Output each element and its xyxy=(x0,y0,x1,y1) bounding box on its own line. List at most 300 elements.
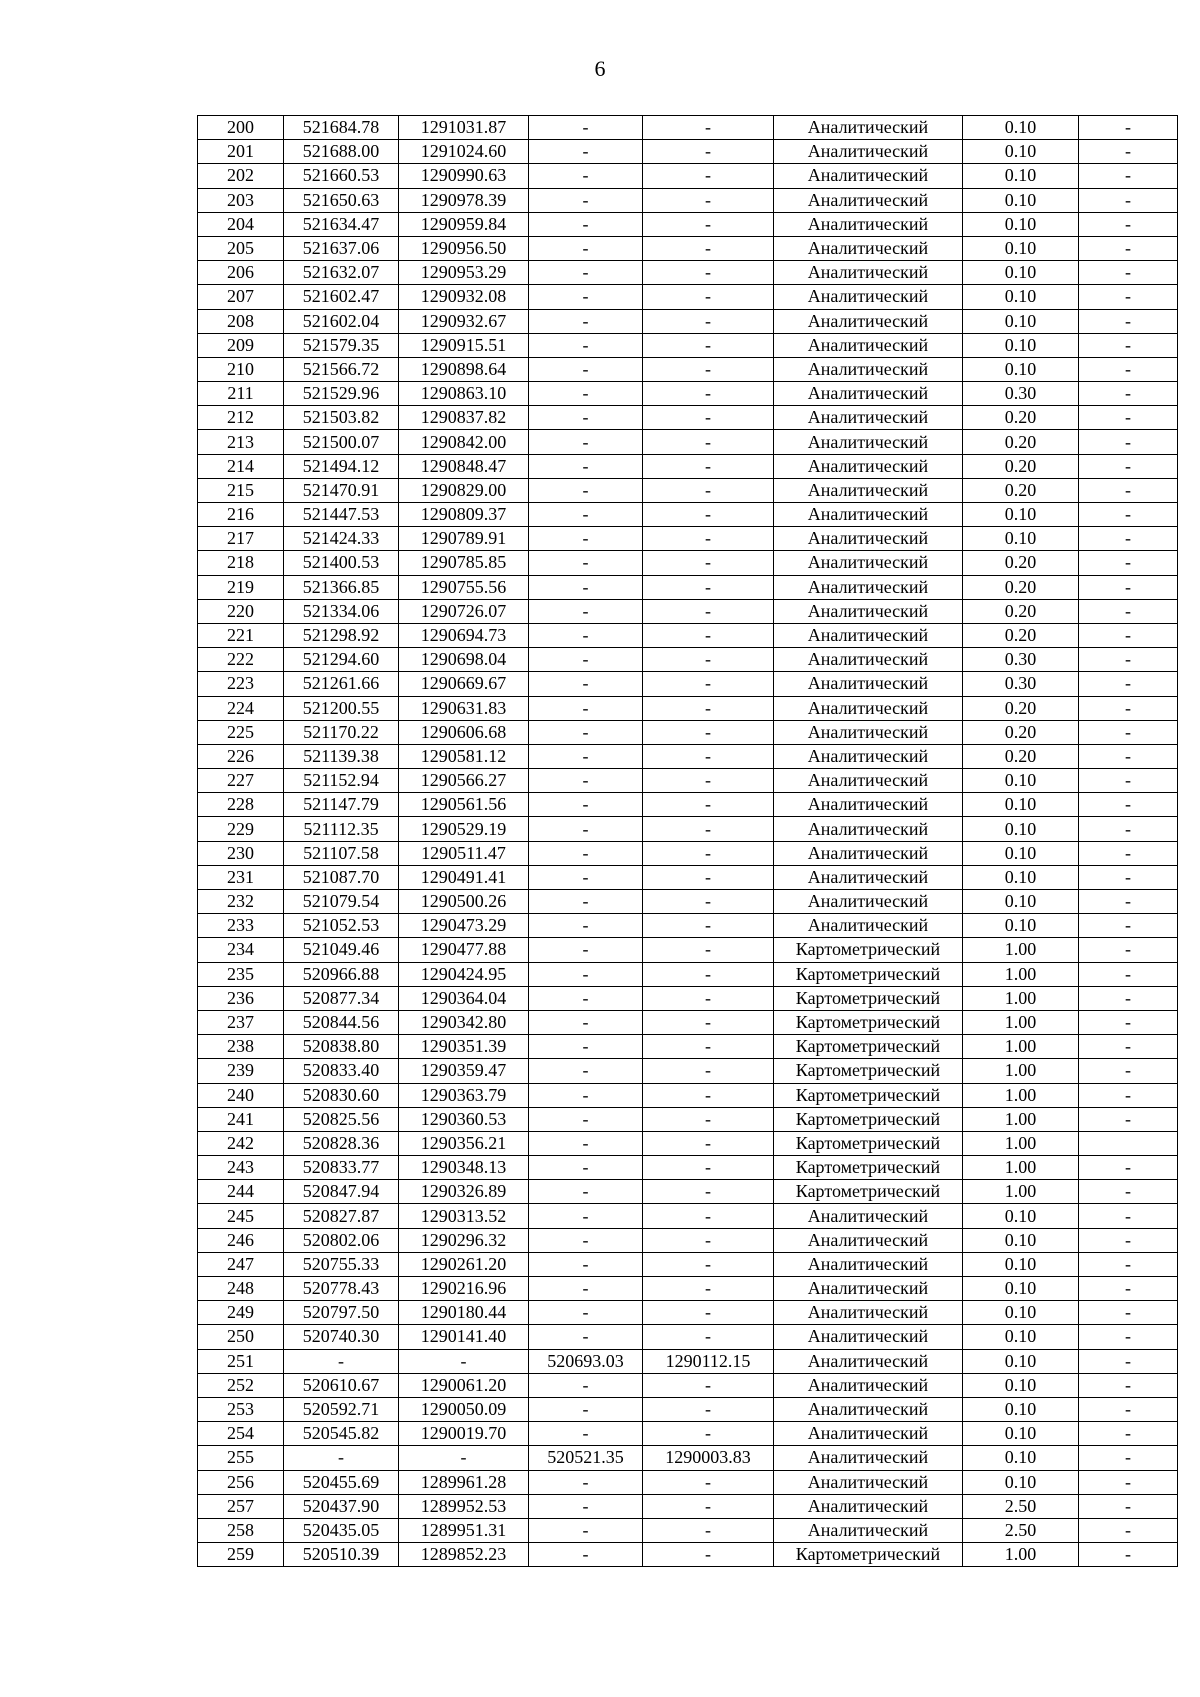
note-cell: - xyxy=(1079,236,1178,260)
note-cell: - xyxy=(1079,551,1178,575)
note-cell: - xyxy=(1079,1397,1178,1421)
accuracy-cell: 0.10 xyxy=(963,140,1079,164)
accuracy-cell: 1.00 xyxy=(963,1131,1079,1155)
note-cell: - xyxy=(1079,1277,1178,1301)
x-new-coordinate-cell: - xyxy=(529,914,643,938)
y-coordinate-cell: 1291024.60 xyxy=(399,140,529,164)
point-number-cell: 246 xyxy=(198,1228,284,1252)
x-new-coordinate-cell: - xyxy=(529,1518,643,1542)
y-coordinate-cell: 1290755.56 xyxy=(399,575,529,599)
x-coordinate-cell: 521294.60 xyxy=(284,648,399,672)
method-cell: Аналитический xyxy=(774,116,963,140)
table-row xyxy=(198,962,1178,986)
table-row xyxy=(198,357,1178,381)
y-coordinate-cell: 1290061.20 xyxy=(399,1373,529,1397)
x-coordinate-cell: 520610.67 xyxy=(284,1373,399,1397)
accuracy-cell: 2.50 xyxy=(963,1494,1079,1518)
y-new-coordinate-cell: - xyxy=(643,696,774,720)
x-coordinate-cell: 520833.40 xyxy=(284,1059,399,1083)
point-number-cell: 259 xyxy=(198,1543,284,1567)
x-new-coordinate-cell: - xyxy=(529,865,643,889)
method-cell: Аналитический xyxy=(774,1470,963,1494)
table-row xyxy=(198,575,1178,599)
y-new-coordinate-cell: - xyxy=(643,986,774,1010)
note-cell: - xyxy=(1079,406,1178,430)
y-new-coordinate-cell: - xyxy=(643,285,774,309)
y-coordinate-cell: 1290360.53 xyxy=(399,1107,529,1131)
note-cell: - xyxy=(1079,1059,1178,1083)
y-coordinate-cell: 1290326.89 xyxy=(399,1180,529,1204)
x-new-coordinate-cell: - xyxy=(529,599,643,623)
y-coordinate-cell: 1290473.29 xyxy=(399,914,529,938)
x-coordinate-cell: - xyxy=(284,1349,399,1373)
method-cell: Аналитический xyxy=(774,890,963,914)
point-number-cell: 213 xyxy=(198,430,284,454)
x-new-coordinate-cell: - xyxy=(529,938,643,962)
y-coordinate-cell: 1289952.53 xyxy=(399,1494,529,1518)
point-number-cell: 238 xyxy=(198,1035,284,1059)
point-number-cell: 217 xyxy=(198,527,284,551)
note-cell: - xyxy=(1079,841,1178,865)
y-new-coordinate-cell: - xyxy=(643,817,774,841)
y-new-coordinate-cell: - xyxy=(643,382,774,406)
x-coordinate-cell: 520825.56 xyxy=(284,1107,399,1131)
table-row xyxy=(198,1180,1178,1204)
y-coordinate-cell: 1289852.23 xyxy=(399,1543,529,1567)
y-new-coordinate-cell: - xyxy=(643,1325,774,1349)
table-row xyxy=(198,333,1178,357)
note-cell: - xyxy=(1079,1228,1178,1252)
point-number-cell: 209 xyxy=(198,333,284,357)
table-row xyxy=(198,478,1178,502)
method-cell: Аналитический xyxy=(774,1373,963,1397)
point-number-cell: 204 xyxy=(198,212,284,236)
x-new-coordinate-cell: - xyxy=(529,406,643,430)
x-new-coordinate-cell: - xyxy=(529,236,643,260)
accuracy-cell: 0.10 xyxy=(963,309,1079,333)
method-cell: Аналитический xyxy=(774,1228,963,1252)
accuracy-cell: 0.30 xyxy=(963,672,1079,696)
accuracy-cell: 0.20 xyxy=(963,720,1079,744)
note-cell: - xyxy=(1079,1494,1178,1518)
y-new-coordinate-cell: - xyxy=(643,1494,774,1518)
x-new-coordinate-cell: - xyxy=(529,575,643,599)
x-coordinate-cell: 521112.35 xyxy=(284,817,399,841)
x-coordinate-cell: - xyxy=(284,1446,399,1470)
y-new-coordinate-cell: - xyxy=(643,1422,774,1446)
note-cell: - xyxy=(1079,357,1178,381)
point-number-cell: 210 xyxy=(198,357,284,381)
note-cell: - xyxy=(1079,793,1178,817)
y-new-coordinate-cell: - xyxy=(643,672,774,696)
y-new-coordinate-cell: - xyxy=(643,648,774,672)
y-new-coordinate-cell: - xyxy=(643,599,774,623)
table-row xyxy=(198,1446,1178,1470)
note-cell: - xyxy=(1079,503,1178,527)
accuracy-cell: 2.50 xyxy=(963,1518,1079,1542)
table-row xyxy=(198,1470,1178,1494)
accuracy-cell: 0.20 xyxy=(963,406,1079,430)
y-new-coordinate-cell: - xyxy=(643,188,774,212)
accuracy-cell: 0.10 xyxy=(963,261,1079,285)
y-coordinate-cell: 1290932.67 xyxy=(399,309,529,333)
method-cell: Аналитический xyxy=(774,744,963,768)
note-cell: - xyxy=(1079,1325,1178,1349)
x-new-coordinate-cell: - xyxy=(529,188,643,212)
accuracy-cell: 0.20 xyxy=(963,575,1079,599)
point-number-cell: 228 xyxy=(198,793,284,817)
y-new-coordinate-cell: - xyxy=(643,140,774,164)
y-new-coordinate-cell: - xyxy=(643,309,774,333)
y-new-coordinate-cell: - xyxy=(643,406,774,430)
y-coordinate-cell: 1290261.20 xyxy=(399,1252,529,1276)
point-number-cell: 257 xyxy=(198,1494,284,1518)
x-coordinate-cell: 520828.36 xyxy=(284,1131,399,1155)
note-cell: - xyxy=(1079,1518,1178,1542)
accuracy-cell: 0.10 xyxy=(963,769,1079,793)
accuracy-cell: 0.20 xyxy=(963,696,1079,720)
y-coordinate-cell: 1290694.73 xyxy=(399,623,529,647)
x-coordinate-cell: 521602.04 xyxy=(284,309,399,333)
x-new-coordinate-cell: - xyxy=(529,1131,643,1155)
x-new-coordinate-cell: - xyxy=(529,164,643,188)
note-cell: - xyxy=(1079,890,1178,914)
table-row xyxy=(198,430,1178,454)
x-coordinate-cell: 521298.92 xyxy=(284,623,399,647)
table-row xyxy=(198,1422,1178,1446)
note-cell: - xyxy=(1079,164,1178,188)
method-cell: Аналитический xyxy=(774,382,963,406)
x-coordinate-cell: 520435.05 xyxy=(284,1518,399,1542)
method-cell: Аналитический xyxy=(774,1397,963,1421)
x-new-coordinate-cell: - xyxy=(529,769,643,793)
x-coordinate-cell: 521424.33 xyxy=(284,527,399,551)
x-coordinate-cell: 521503.82 xyxy=(284,406,399,430)
coordinates-table-body xyxy=(198,116,1178,1567)
accuracy-cell: 1.00 xyxy=(963,1083,1079,1107)
table-row xyxy=(198,1107,1178,1131)
x-coordinate-cell: 521579.35 xyxy=(284,333,399,357)
x-coordinate-cell: 521447.53 xyxy=(284,503,399,527)
method-cell: Аналитический xyxy=(774,575,963,599)
y-new-coordinate-cell: - xyxy=(643,1059,774,1083)
accuracy-cell: 0.10 xyxy=(963,1204,1079,1228)
x-coordinate-cell: 521500.07 xyxy=(284,430,399,454)
accuracy-cell: 0.10 xyxy=(963,1470,1079,1494)
y-coordinate-cell: 1290359.47 xyxy=(399,1059,529,1083)
x-new-coordinate-cell: - xyxy=(529,333,643,357)
x-new-coordinate-cell: - xyxy=(529,890,643,914)
y-new-coordinate-cell: - xyxy=(643,1470,774,1494)
x-coordinate-cell: 520740.30 xyxy=(284,1325,399,1349)
y-coordinate-cell: 1290863.10 xyxy=(399,382,529,406)
x-new-coordinate-cell: - xyxy=(529,1035,643,1059)
table-row xyxy=(198,116,1178,140)
y-coordinate-cell: 1290848.47 xyxy=(399,454,529,478)
point-number-cell: 240 xyxy=(198,1083,284,1107)
method-cell: Аналитический xyxy=(774,1494,963,1518)
y-coordinate-cell: 1290356.21 xyxy=(399,1131,529,1155)
x-coordinate-cell: 520838.80 xyxy=(284,1035,399,1059)
x-coordinate-cell: 521602.47 xyxy=(284,285,399,309)
accuracy-cell: 0.20 xyxy=(963,744,1079,768)
method-cell: Аналитический xyxy=(774,188,963,212)
method-cell: Аналитический xyxy=(774,1252,963,1276)
note-cell: - xyxy=(1079,1083,1178,1107)
x-new-coordinate-cell: - xyxy=(529,1204,643,1228)
x-new-coordinate-cell: - xyxy=(529,430,643,454)
accuracy-cell: 0.10 xyxy=(963,333,1079,357)
y-coordinate-cell: 1290491.41 xyxy=(399,865,529,889)
table-row xyxy=(198,1397,1178,1421)
y-coordinate-cell: 1290837.82 xyxy=(399,406,529,430)
accuracy-cell: 0.10 xyxy=(963,817,1079,841)
x-new-coordinate-cell: - xyxy=(529,285,643,309)
y-new-coordinate-cell: - xyxy=(643,1373,774,1397)
method-cell: Аналитический xyxy=(774,1422,963,1446)
method-cell: Аналитический xyxy=(774,551,963,575)
y-new-coordinate-cell: - xyxy=(643,938,774,962)
y-new-coordinate-cell: - xyxy=(643,1107,774,1131)
accuracy-cell: 0.10 xyxy=(963,212,1079,236)
y-new-coordinate-cell: - xyxy=(643,962,774,986)
x-new-coordinate-cell: - xyxy=(529,527,643,551)
note-cell: - xyxy=(1079,1422,1178,1446)
method-cell: Аналитический xyxy=(774,1325,963,1349)
x-coordinate-cell: 520966.88 xyxy=(284,962,399,986)
x-coordinate-cell: 520592.71 xyxy=(284,1397,399,1421)
note-cell: - xyxy=(1079,575,1178,599)
x-new-coordinate-cell: - xyxy=(529,1543,643,1567)
x-new-coordinate-cell: - xyxy=(529,1180,643,1204)
y-coordinate-cell: 1290956.50 xyxy=(399,236,529,260)
accuracy-cell: 0.20 xyxy=(963,623,1079,647)
x-coordinate-cell: 521261.66 xyxy=(284,672,399,696)
point-number-cell: 205 xyxy=(198,236,284,260)
x-coordinate-cell: 520778.43 xyxy=(284,1277,399,1301)
accuracy-cell: 0.10 xyxy=(963,841,1079,865)
point-number-cell: 254 xyxy=(198,1422,284,1446)
x-coordinate-cell: 520455.69 xyxy=(284,1470,399,1494)
table-row xyxy=(198,623,1178,647)
note-cell: - xyxy=(1079,285,1178,309)
method-cell: Аналитический xyxy=(774,261,963,285)
y-coordinate-cell: 1289951.31 xyxy=(399,1518,529,1542)
note-cell xyxy=(1079,1131,1178,1155)
point-number-cell: 256 xyxy=(198,1470,284,1494)
x-coordinate-cell: 521470.91 xyxy=(284,478,399,502)
accuracy-cell: 0.10 xyxy=(963,1397,1079,1421)
x-new-coordinate-cell: - xyxy=(529,503,643,527)
y-coordinate-cell: 1289961.28 xyxy=(399,1470,529,1494)
x-new-coordinate-cell: - xyxy=(529,1277,643,1301)
y-new-coordinate-cell: - xyxy=(643,478,774,502)
x-new-coordinate-cell: - xyxy=(529,793,643,817)
y-new-coordinate-cell: - xyxy=(643,793,774,817)
method-cell: Аналитический xyxy=(774,285,963,309)
table-row xyxy=(198,672,1178,696)
method-cell: Аналитический xyxy=(774,454,963,478)
accuracy-cell: 1.00 xyxy=(963,938,1079,962)
method-cell: Аналитический xyxy=(774,720,963,744)
y-coordinate-cell: 1290606.68 xyxy=(399,720,529,744)
y-new-coordinate-cell: - xyxy=(643,1204,774,1228)
table-row xyxy=(198,1035,1178,1059)
x-new-coordinate-cell: - xyxy=(529,1252,643,1276)
y-new-coordinate-cell: - xyxy=(643,1543,774,1567)
y-coordinate-cell: 1290477.88 xyxy=(399,938,529,962)
accuracy-cell: 0.10 xyxy=(963,865,1079,889)
y-new-coordinate-cell: - xyxy=(643,503,774,527)
method-cell: Аналитический xyxy=(774,865,963,889)
y-new-coordinate-cell: - xyxy=(643,333,774,357)
x-new-coordinate-cell: - xyxy=(529,1325,643,1349)
table-row xyxy=(198,454,1178,478)
x-coordinate-cell: 520877.34 xyxy=(284,986,399,1010)
y-new-coordinate-cell: - xyxy=(643,769,774,793)
note-cell: - xyxy=(1079,986,1178,1010)
note-cell: - xyxy=(1079,1301,1178,1325)
x-new-coordinate-cell: - xyxy=(529,1373,643,1397)
x-coordinate-cell: 520545.82 xyxy=(284,1422,399,1446)
x-coordinate-cell: 521079.54 xyxy=(284,890,399,914)
method-cell: Аналитический xyxy=(774,357,963,381)
point-number-cell: 248 xyxy=(198,1277,284,1301)
y-new-coordinate-cell: - xyxy=(643,1397,774,1421)
accuracy-cell: 0.20 xyxy=(963,551,1079,575)
point-number-cell: 242 xyxy=(198,1131,284,1155)
y-coordinate-cell: - xyxy=(399,1349,529,1373)
y-coordinate-cell: 1290348.13 xyxy=(399,1156,529,1180)
y-new-coordinate-cell: 1290112.15 xyxy=(643,1349,774,1373)
table-row xyxy=(198,309,1178,333)
point-number-cell: 200 xyxy=(198,116,284,140)
x-coordinate-cell: 521366.85 xyxy=(284,575,399,599)
table-row xyxy=(198,744,1178,768)
note-cell: - xyxy=(1079,1035,1178,1059)
x-coordinate-cell: 521494.12 xyxy=(284,454,399,478)
x-coordinate-cell: 521632.07 xyxy=(284,261,399,285)
note-cell: - xyxy=(1079,962,1178,986)
y-coordinate-cell: 1290898.64 xyxy=(399,357,529,381)
point-number-cell: 236 xyxy=(198,986,284,1010)
accuracy-cell: 0.10 xyxy=(963,1228,1079,1252)
note-cell: - xyxy=(1079,527,1178,551)
point-number-cell: 219 xyxy=(198,575,284,599)
note-cell: - xyxy=(1079,1180,1178,1204)
y-coordinate-cell: 1291031.87 xyxy=(399,116,529,140)
table-row xyxy=(198,551,1178,575)
x-coordinate-cell: 521139.38 xyxy=(284,744,399,768)
y-new-coordinate-cell: - xyxy=(643,1035,774,1059)
method-cell: Аналитический xyxy=(774,1518,963,1542)
x-coordinate-cell: 521147.79 xyxy=(284,793,399,817)
note-cell: - xyxy=(1079,696,1178,720)
x-new-coordinate-cell: - xyxy=(529,357,643,381)
point-number-cell: 249 xyxy=(198,1301,284,1325)
y-new-coordinate-cell: - xyxy=(643,212,774,236)
accuracy-cell: 1.00 xyxy=(963,1543,1079,1567)
method-cell: Картометрический xyxy=(774,1035,963,1059)
table-row xyxy=(198,1131,1178,1155)
point-number-cell: 207 xyxy=(198,285,284,309)
method-cell: Картометрический xyxy=(774,1180,963,1204)
y-coordinate-cell: 1290726.07 xyxy=(399,599,529,623)
x-coordinate-cell: 521529.96 xyxy=(284,382,399,406)
table-row xyxy=(198,986,1178,1010)
table-row xyxy=(198,1518,1178,1542)
table-row xyxy=(198,1277,1178,1301)
method-cell: Аналитический xyxy=(774,309,963,333)
y-new-coordinate-cell: - xyxy=(643,551,774,575)
method-cell: Аналитический xyxy=(774,1349,963,1373)
y-coordinate-cell: 1290500.26 xyxy=(399,890,529,914)
method-cell: Аналитический xyxy=(774,430,963,454)
point-number-cell: 211 xyxy=(198,382,284,406)
x-coordinate-cell: 521650.63 xyxy=(284,188,399,212)
point-number-cell: 218 xyxy=(198,551,284,575)
x-new-coordinate-cell: - xyxy=(529,962,643,986)
point-number-cell: 237 xyxy=(198,1010,284,1034)
method-cell: Аналитический xyxy=(774,672,963,696)
point-number-cell: 224 xyxy=(198,696,284,720)
y-new-coordinate-cell: - xyxy=(643,1156,774,1180)
y-new-coordinate-cell: - xyxy=(643,623,774,647)
accuracy-cell: 0.10 xyxy=(963,1349,1079,1373)
method-cell: Аналитический xyxy=(774,623,963,647)
method-cell: Аналитический xyxy=(774,769,963,793)
note-cell: - xyxy=(1079,648,1178,672)
table-row xyxy=(198,261,1178,285)
y-new-coordinate-cell: - xyxy=(643,236,774,260)
y-coordinate-cell: 1290424.95 xyxy=(399,962,529,986)
method-cell: Аналитический xyxy=(774,478,963,502)
note-cell: - xyxy=(1079,188,1178,212)
method-cell: Аналитический xyxy=(774,503,963,527)
table-row xyxy=(198,382,1178,406)
note-cell: - xyxy=(1079,478,1178,502)
note-cell: - xyxy=(1079,914,1178,938)
x-coordinate-cell: 521152.94 xyxy=(284,769,399,793)
table-row xyxy=(198,285,1178,309)
table-row xyxy=(198,212,1178,236)
x-coordinate-cell: 521107.58 xyxy=(284,841,399,865)
x-coordinate-cell: 521688.00 xyxy=(284,140,399,164)
x-new-coordinate-cell: - xyxy=(529,986,643,1010)
x-new-coordinate-cell: - xyxy=(529,817,643,841)
x-new-coordinate-cell: - xyxy=(529,648,643,672)
accuracy-cell: 1.00 xyxy=(963,962,1079,986)
method-cell: Картометрический xyxy=(774,1083,963,1107)
y-coordinate-cell: 1290313.52 xyxy=(399,1204,529,1228)
y-coordinate-cell: - xyxy=(399,1446,529,1470)
point-number-cell: 223 xyxy=(198,672,284,696)
x-new-coordinate-cell: - xyxy=(529,744,643,768)
accuracy-cell: 0.10 xyxy=(963,116,1079,140)
method-cell: Аналитический xyxy=(774,527,963,551)
accuracy-cell: 0.10 xyxy=(963,188,1079,212)
y-new-coordinate-cell: - xyxy=(643,744,774,768)
table-row xyxy=(198,1325,1178,1349)
point-number-cell: 235 xyxy=(198,962,284,986)
coordinates-table xyxy=(197,115,1178,1567)
x-coordinate-cell: 521566.72 xyxy=(284,357,399,381)
table-row xyxy=(198,1252,1178,1276)
point-number-cell: 258 xyxy=(198,1518,284,1542)
x-coordinate-cell: 521637.06 xyxy=(284,236,399,260)
table-row xyxy=(198,720,1178,744)
x-coordinate-cell: 520847.94 xyxy=(284,1180,399,1204)
